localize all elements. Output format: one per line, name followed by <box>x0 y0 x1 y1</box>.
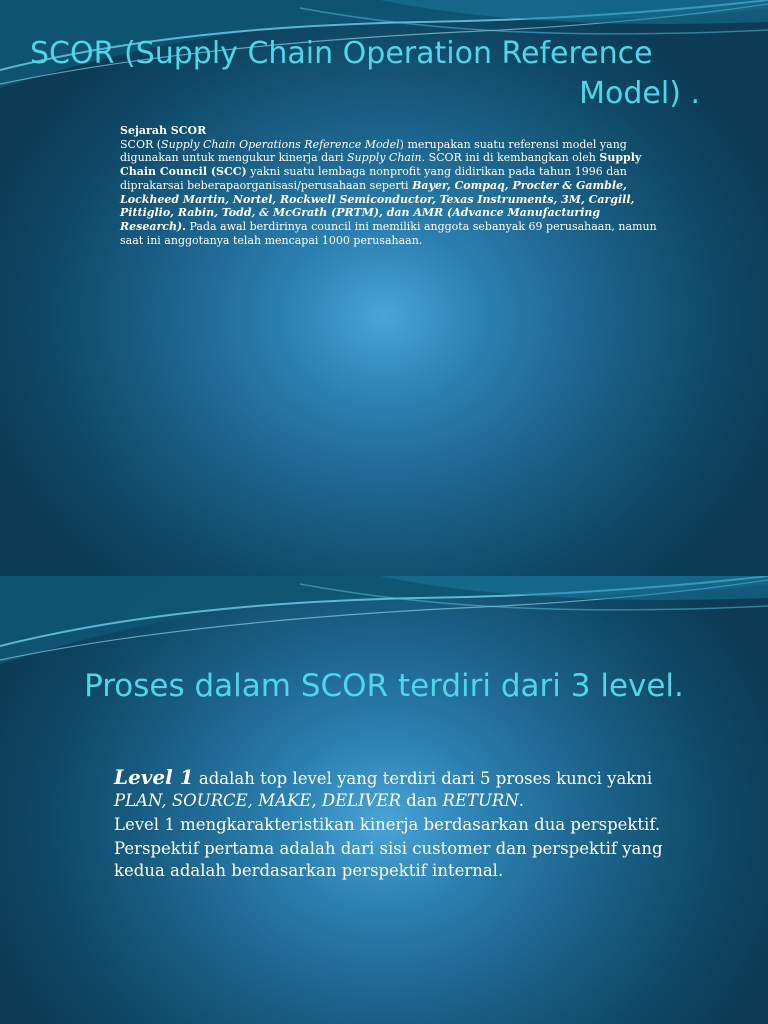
body-text: ) merupakan suatu referensi model yang digunakan untuk mengukur kinerja dari <box>120 137 627 165</box>
body-text: Pada awal berdirinya council ini memiliki anggota sebanyak 69 perusahaan, namun saat ini anggotanya telah mencapai 1000 perusahaan. <box>120 219 657 247</box>
title-line-2: Model) . <box>579 76 700 111</box>
paragraph-level-1 <box>114 766 674 812</box>
level-label: Level 1 <box>114 765 194 789</box>
body-text-italic: Supply Chain Operations Reference Model <box>161 137 400 151</box>
body-text: adalah top level yang terdiri dari 5 proses kunci yakni <box>193 769 653 788</box>
title-line-1: SCOR (Supply Chain Operation Reference <box>30 36 653 71</box>
company-list: Bayer, Compaq, Procter & Gamble, Lockheed Martin, Nortel, Rockwell Semiconductor, Texas Instruments, 3M, Cargill, Pittiglio, Rabin, Todd, & McGrath (PRTM), dan AMR (Advance Manufacturing Research). <box>120 178 635 233</box>
body-text: . SCOR ini di kembangkan oleh <box>421 151 600 165</box>
slide-2 <box>0 576 768 1024</box>
slide-2-title: Proses dalam SCOR terdiri dari 3 level. <box>84 668 684 704</box>
process-list: PLAN, SOURCE, MAKE, DELIVER <box>114 791 401 810</box>
paragraph-perspective-detail: Perspektif pertama adalah dari sisi customer dan perspektif yang kedua adalah berdasarkan perspektif internal. <box>114 839 663 880</box>
body-text-bold: Supply Chain Council (SCC) <box>120 151 642 179</box>
process-return: RETURN <box>442 791 519 810</box>
body-text: . <box>518 791 525 810</box>
slide-1-title <box>30 34 700 114</box>
paragraph-level-1-perspective: Level 1 mengkarakteristikan kinerja berdasarkan dua perspektif. <box>114 815 661 834</box>
body-text: SCOR ( <box>120 137 162 151</box>
slide-2-body <box>114 766 674 884</box>
section-heading: Sejarah SCOR <box>120 124 207 137</box>
body-text-italic: Supply Chain <box>347 151 422 165</box>
slide-1-body <box>120 124 660 247</box>
body-text: dan <box>400 791 443 810</box>
body-text: yakni suatu lembaga nonprofit yang didirikan pada tahun 1996 dan diprakarsai beberapaorganisasi/perusahaan seperti <box>120 165 627 192</box>
